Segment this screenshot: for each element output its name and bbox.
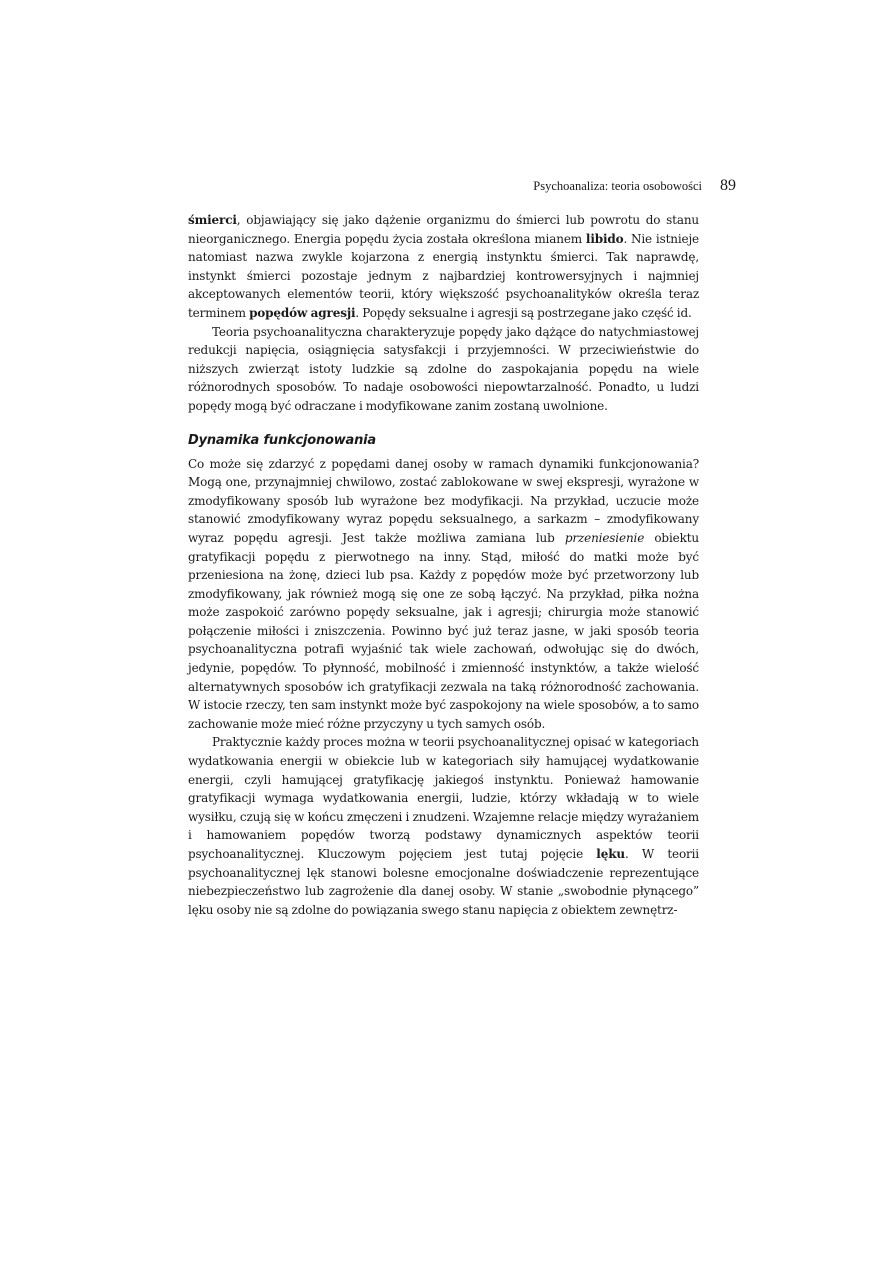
running-header	[188, 177, 736, 195]
paragraph-1: śmierci, objawiający się jako dążenie organizmu do śmierci lub powrotu do stanu nieorganicznego. Energia popędu życia została określona mianem libido. Nie istnieje natomiast nazwa zwykle kojarzona z energią instynktu śmierci. Tak naprawdę, instynkt śmierci pozostaje jednym z najbardziej kontrowersyjnych i najmniej akceptowanych elementów teorii, który większość psychoanalityków określa teraz terminem popędów agresji. Popędy seksualne i agresji są postrzegane jako część id.	[188, 213, 700, 320]
running-header-title: Psychoanaliza: teoria osobowości	[533, 179, 702, 193]
section-heading: Dynamika funkcjonowania	[188, 432, 376, 448]
paragraph-2: Teoria psychoanalityczna charakteryzuje popędy jako dążące do natychmiastowej redukcji napięcia, osiągnięcia satysfakcji i przyjemności. W przeciwieństwie do niższych zwierząt istoty ludzkie są zdolne do zaspokajania popędu na wiele różnorodnych sposobów. To nadaje osobowości niepowtarzalność. Ponadto, u ludzi popędy mogą być odraczane i modyfikowane zanim zostaną uwolnione.	[188, 324, 699, 413]
book-page	[188, 177, 736, 919]
term-libido: libido	[585, 231, 624, 246]
term-smierci: śmierci	[188, 213, 237, 227]
page-number: 89	[720, 177, 736, 194]
term-przeniesienie: przeniesienie	[564, 530, 645, 545]
paragraph-3: Co może się zdarzyć z popędami danej osoby w ramach dynamiki funkcjonowania? Mogą one, przynajmniej chwilowo, zostać zablokowane w swej ekspresji, wyrażone w zmodyfikowany sposób lub wyrażone bez modyfikacji. Na przykład, uczucie może stanowić zmodyfikowany wyraz popędu seksualnego, a sarkazm – zmodyfikowany wyraz popędu agresji. Jest także możliwa zamiana lub przeniesienie obiektu gratyfikacji popędu z pierwotnego na inny. Stąd, miłość do matki może być przeniesiona na żonę, dzieci lub psa. Każdy z popędów może być przetworzony lub zmodyfikowany, jak również mogą się one ze sobą łączyć. Na przykład, piłka nożna może zaspokoić zarówno popędy seksualne, jak i agresji; chirurgia może stanowić połączenie miłości i zniszczenia. Powinno być już teraz jasne, w jaki sposób teoria psychoanalityczna potrafi wyjaśnić tak wiele zachowań, odwołując się do dwóch, jedynie, popędów. To płynność, mobilność i zmienność instynktów, a także wielość alternatywnych sposobów ich gratyfikacji zezwala na taką różnorodność zachowania. W istocie rzeczy, ten sam instynkt może być zaspokojony na wiele sposobów, a to samo zachowanie może mieć różne przyczyny u tych samych osób.	[188, 456, 699, 731]
paragraph-4: Praktycznie każdy proces można w teorii psychoanalitycznej opisać w kategoriach wydatkowania energii w obiekcie lub w kategoriach siły hamującej wydatkowanie energii, czyli hamującej gratyfikację jakiegoś instynktu. Ponieważ hamowanie gratyfikacji wymaga wydatkowania energii, ludzie, którzy wkładają w to wiele wysiłku, czują się w końcu zmęczeni i znudzeni. Wzajemne relacje między wyrażaniem i hamowaniem popędów tworzą podstawy dynamicznych aspektów teorii psychoanalitycznej. Kluczowym pojęciem jest tutaj pojęcie lęku. W teorii psychoanalitycznej lęk stanowi bolesne emocjonalne doświadczenie reprezentujące niebezpieczeństwo lub zagrożenie dla danej osoby. W stanie „swobodnie płynącego” lęku osoby nie są zdolne do powiązania swego stanu napięcia z obiektem zewnętrz-	[188, 735, 699, 917]
term-popedow-agresji: popędów agresji	[249, 305, 356, 320]
term-leku: lęku	[596, 847, 625, 861]
